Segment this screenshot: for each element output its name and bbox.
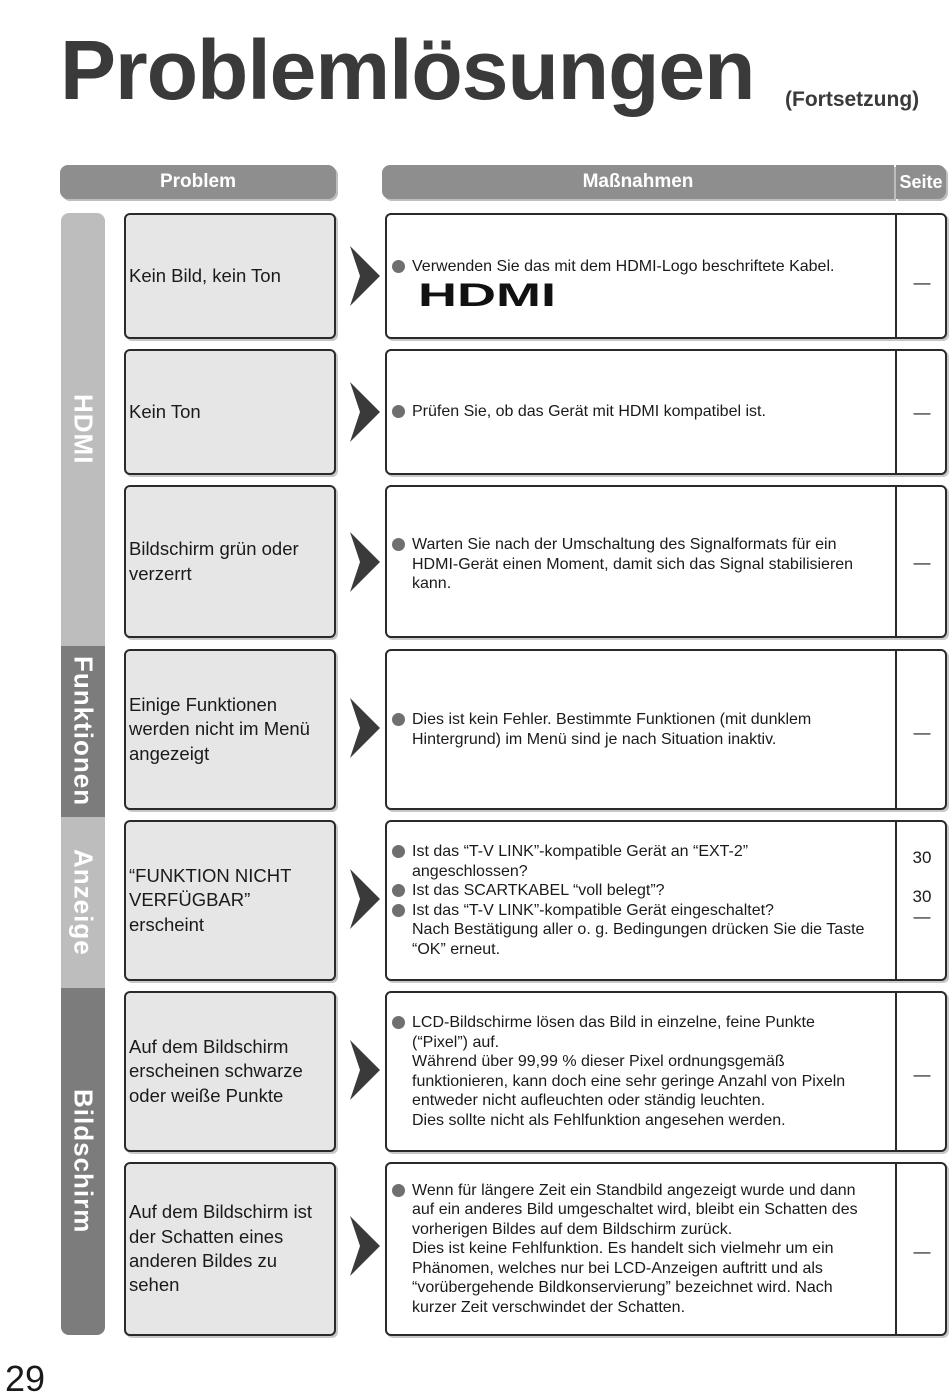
problem-line: erscheinen schwarze — [129, 1060, 303, 1082]
problem-line: oder weiße Punkte — [129, 1084, 284, 1106]
solution-paragraph: Dies ist keine Fehlfunktion. Es handelt sich vielmehr um ein Phänomen, welches nur bei LCD-Anzeigen auftritt und als “vorübergehende Bildkonservierung” bezeichnet wird. Nach kurzer Zeit verschwindet der Schatten. — [412, 1240, 834, 1316]
chevron-right-icon — [350, 869, 380, 929]
problem-cell — [124, 485, 336, 638]
problem-line: Kein Bild, kein Ton — [129, 264, 281, 286]
problem-line: Kein Ton — [129, 400, 201, 422]
category-label: HDMI — [68, 394, 99, 465]
solution-item: Ist das “T-V LINK”-kompatible Gerät eingeschaltet? — [392, 901, 890, 921]
solution-paragraph: Nach Bestätigung aller o. g. Bedingungen drücken Sie die Taste “OK” erneut. — [412, 921, 865, 958]
bullet-icon — [392, 538, 405, 551]
solution-item: LCD-Bildschirme lösen das Bild in einzelne, feine Punkte (“Pixel”) auf. — [392, 1013, 890, 1052]
page-ref: — — [913, 1065, 931, 1084]
problem-cell — [124, 213, 336, 339]
page-title: Problemlösungen — [60, 23, 755, 117]
problem-line: sehen — [129, 1274, 180, 1296]
solution-item: Verwenden Sie das mit dem HDMI-Logo beschriftete Kabel. — [392, 257, 890, 277]
category-funktionen — [61, 646, 105, 817]
problem-line: werden nicht im Menü — [129, 718, 310, 740]
page-ref: 30 — [912, 887, 932, 906]
solution-cell — [385, 1162, 947, 1336]
problem-line: anderen Bildes zu — [129, 1250, 278, 1271]
solution-item: Wenn für längere Zeit ein Standbild angezeigt wurde und dann auf ein anderes Bild umgeschaltet wird, bleibt ein Schatten des vorherigen Bildes auf dem Bildschirm zurück. — [392, 1181, 890, 1240]
chevron-right-icon — [350, 1040, 380, 1100]
chevron-right-icon — [350, 382, 380, 442]
page-ref: — — [913, 723, 931, 742]
solution-item: Dies ist kein Fehler. Bestimmte Funktionen (mit dunklem Hintergrund) im Menü sind je nach Situation inaktiv. — [392, 710, 890, 749]
problem-cell — [124, 1162, 336, 1336]
solution-cell — [385, 991, 947, 1152]
solution-item: Ist das SCARTKABEL “voll belegt”? — [392, 881, 890, 901]
problem-line: Auf dem Bildschirm — [129, 1035, 289, 1057]
category-anzeige — [61, 817, 105, 988]
solution-cell — [385, 349, 947, 475]
problem-line: angezeigt — [129, 742, 210, 764]
problem-line: Einige Funktionen — [129, 693, 278, 715]
problem-line: verzerrt — [129, 562, 192, 584]
page-ref: — — [913, 273, 931, 292]
header-problem: Problem — [60, 165, 336, 199]
solution-item: Prüfen Sie, ob das Gerät mit HDMI kompatibel ist. — [392, 402, 890, 422]
problem-line: erscheint — [129, 913, 205, 935]
hdmi-logo — [418, 281, 558, 309]
page-ref: — — [913, 553, 931, 572]
problem-cell — [124, 349, 336, 475]
svg-text:HDMI: HDMI — [418, 280, 556, 309]
bullet-icon — [392, 405, 405, 418]
chevron-right-icon — [350, 1216, 380, 1276]
page-ref: — — [913, 907, 931, 926]
category-label: Funktionen — [68, 656, 99, 807]
solution-cell — [385, 213, 947, 339]
solution-cell — [385, 485, 947, 638]
page-ref: — — [913, 403, 931, 422]
solution-cell — [385, 820, 947, 981]
problem-line: “FUNKTION NICHT — [129, 864, 292, 886]
category-label: Bildschirm — [68, 1089, 99, 1234]
problem-line: der Schatten eines — [129, 1225, 284, 1247]
bullet-icon — [392, 713, 405, 726]
bullet-icon — [392, 845, 405, 858]
category-label: Anzeige — [68, 849, 99, 956]
header-massnahmen: Maßnahmen — [382, 165, 894, 199]
chevron-right-icon — [350, 246, 380, 306]
solution-item: Warten Sie nach der Umschaltung des Signalformats für ein HDMI-Gerät einen Moment, damit sich das Signal stabilisieren kann. — [392, 535, 890, 594]
problem-cell — [124, 649, 336, 810]
problem-cell — [124, 991, 336, 1152]
solution-cell — [385, 649, 947, 810]
bullet-icon — [392, 260, 405, 273]
page-subtitle: (Fortsetzung) — [785, 88, 920, 111]
problem-line: Auf dem Bildschirm ist — [129, 1201, 312, 1223]
category-hdmi — [61, 213, 105, 646]
problem-line: VERFÜGBAR” — [129, 889, 251, 911]
page-ref: 30 — [912, 848, 932, 867]
solution-item: Ist das “T-V LINK”-kompatible Gerät an “EXT-2” angeschlossen? — [392, 842, 890, 881]
bullet-icon — [392, 1016, 405, 1029]
chevron-right-icon — [350, 532, 380, 592]
chevron-right-icon — [350, 698, 380, 758]
solution-paragraph: Während über 99,99 % dieser Pixel ordnungsgemäß funktionieren, kann doch eine sehr geringe Anzahl von Pixeln entweder nicht aufleuchten oder ständig leuchten. Dies sollte nicht als Fehlfunktion angesehen werden. — [412, 1053, 846, 1129]
problem-line: Bildschirm grün oder — [129, 538, 299, 560]
header-seite: Seite — [896, 165, 946, 199]
problem-cell — [124, 820, 336, 981]
bullet-icon — [392, 1184, 405, 1197]
page-number: 29 — [5, 1358, 46, 1399]
bullet-icon — [392, 904, 405, 917]
page-ref: — — [913, 1242, 931, 1261]
bullet-icon — [392, 884, 405, 897]
category-bildschirm — [61, 988, 105, 1335]
